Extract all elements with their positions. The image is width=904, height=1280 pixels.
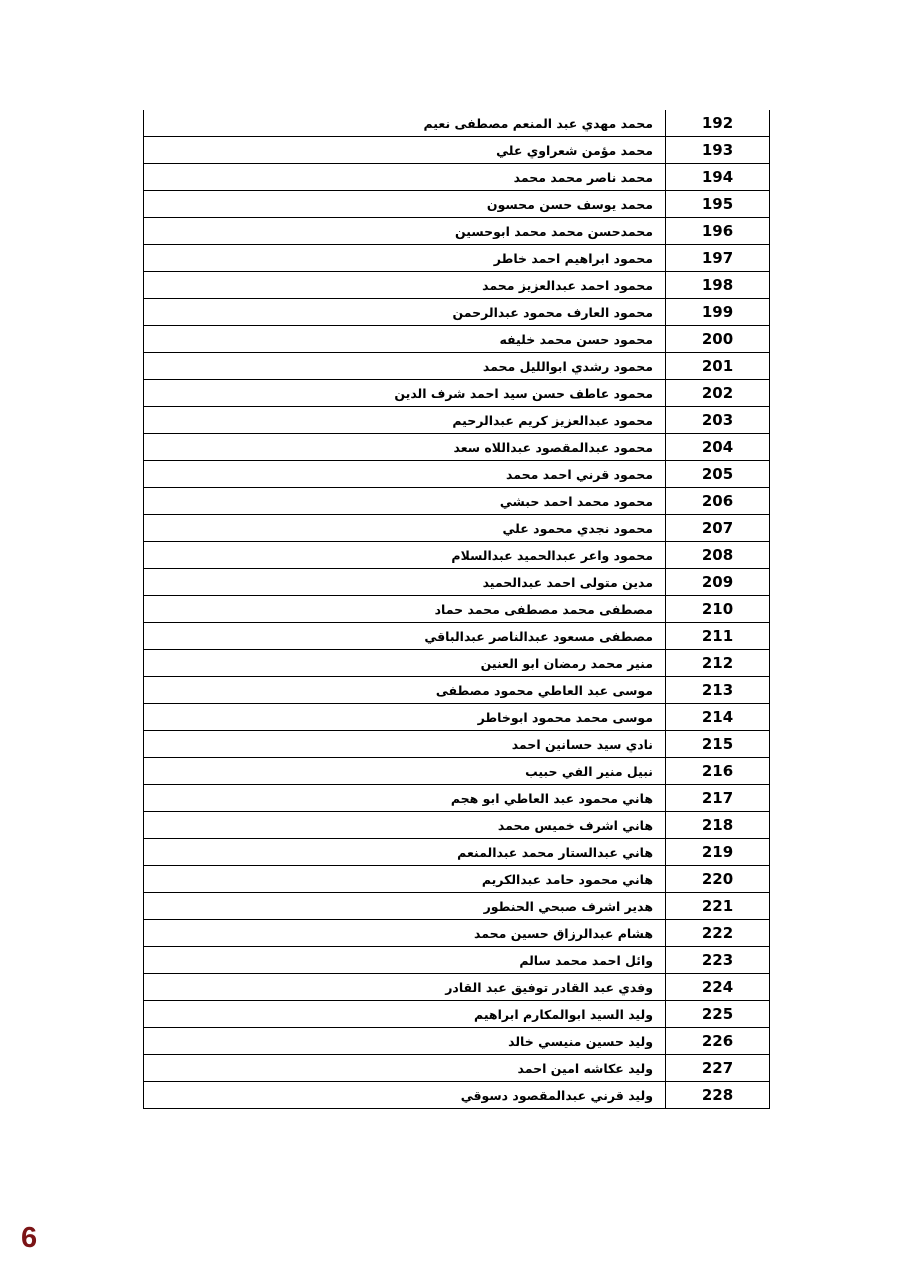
row-number: 210 xyxy=(666,596,770,623)
row-number: 193 xyxy=(666,137,770,164)
row-number: 220 xyxy=(666,866,770,893)
row-name: محمد مؤمن شعراوي علي xyxy=(144,137,666,164)
table-row xyxy=(144,299,770,326)
table-row xyxy=(144,407,770,434)
row-name: منير محمد رمضان ابو العنين xyxy=(144,650,666,677)
table-row xyxy=(144,785,770,812)
table-row xyxy=(144,920,770,947)
row-name: محمود نجدي محمود علي xyxy=(144,515,666,542)
row-name: هاني محمود عبد العاطي ابو هجم xyxy=(144,785,666,812)
table-row xyxy=(144,569,770,596)
table-row xyxy=(144,380,770,407)
row-name: محمود رشدي ابوالليل محمد xyxy=(144,353,666,380)
table-row xyxy=(144,245,770,272)
row-number: 209 xyxy=(666,569,770,596)
row-number: 211 xyxy=(666,623,770,650)
row-number: 213 xyxy=(666,677,770,704)
row-name: وليد عكاشه امين احمد xyxy=(144,1055,666,1082)
table-row xyxy=(144,434,770,461)
row-number: 216 xyxy=(666,758,770,785)
table-row xyxy=(144,596,770,623)
row-number: 217 xyxy=(666,785,770,812)
row-name: مدين متولى احمد عبدالحميد xyxy=(144,569,666,596)
row-number: 204 xyxy=(666,434,770,461)
row-number: 222 xyxy=(666,920,770,947)
table-row xyxy=(144,353,770,380)
row-name: محمود عبدالعزيز كريم عبدالرحيم xyxy=(144,407,666,434)
row-number: 199 xyxy=(666,299,770,326)
table-row xyxy=(144,488,770,515)
row-name: مصطفى محمد مصطفى محمد حماد xyxy=(144,596,666,623)
row-number: 207 xyxy=(666,515,770,542)
table-row xyxy=(144,839,770,866)
row-name: هدير اشرف صبحي الحنطور xyxy=(144,893,666,920)
row-name: وائل احمد محمد سالم xyxy=(144,947,666,974)
row-name: محمود قرني احمد محمد xyxy=(144,461,666,488)
table-row xyxy=(144,623,770,650)
table-row xyxy=(144,866,770,893)
row-number: 205 xyxy=(666,461,770,488)
row-number: 202 xyxy=(666,380,770,407)
table-row xyxy=(144,650,770,677)
row-number: 218 xyxy=(666,812,770,839)
row-name: محمود ابراهيم احمد خاطر xyxy=(144,245,666,272)
row-name: محمود واعر عبدالحميد عبدالسلام xyxy=(144,542,666,569)
row-name: نادي سيد حسانين احمد xyxy=(144,731,666,758)
table-row xyxy=(144,677,770,704)
row-number: 223 xyxy=(666,947,770,974)
table-row xyxy=(144,1001,770,1028)
row-name: هاني محمود حامد عبدالكريم xyxy=(144,866,666,893)
row-number: 219 xyxy=(666,839,770,866)
table-row xyxy=(144,191,770,218)
table-row xyxy=(144,1028,770,1055)
table-row xyxy=(144,515,770,542)
row-number: 224 xyxy=(666,974,770,1001)
row-number: 221 xyxy=(666,893,770,920)
row-number: 208 xyxy=(666,542,770,569)
names-table xyxy=(143,110,770,1109)
table-row xyxy=(144,272,770,299)
table-row xyxy=(144,137,770,164)
row-number: 192 xyxy=(666,110,770,137)
row-name: مصطفى مسعود عبدالناصر عبدالباقي xyxy=(144,623,666,650)
table-row xyxy=(144,164,770,191)
row-name: محمدحسن محمد محمد ابوحسين xyxy=(144,218,666,245)
row-name: محمد مهدي عبد المنعم مصطفى نعيم xyxy=(144,110,666,137)
row-number: 215 xyxy=(666,731,770,758)
table-row xyxy=(144,110,770,137)
table-row xyxy=(144,758,770,785)
table-row xyxy=(144,731,770,758)
row-number: 228 xyxy=(666,1082,770,1109)
row-name: محمود محمد احمد حبشي xyxy=(144,488,666,515)
row-number: 226 xyxy=(666,1028,770,1055)
table-row xyxy=(144,542,770,569)
row-name: وليد السيد ابوالمكارم ابراهيم xyxy=(144,1001,666,1028)
row-name: محمود حسن محمد خليفه xyxy=(144,326,666,353)
row-name: موسى محمد محمود ابوخاطر xyxy=(144,704,666,731)
row-name: محمود عاطف حسن سيد احمد شرف الدين xyxy=(144,380,666,407)
table-row xyxy=(144,326,770,353)
row-name: وفدي عبد القادر توفيق عبد القادر xyxy=(144,974,666,1001)
row-name: محمود احمد عبدالعزيز محمد xyxy=(144,272,666,299)
row-number: 212 xyxy=(666,650,770,677)
row-name: وليد قرني عبدالمقصود دسوقي xyxy=(144,1082,666,1109)
row-name: هشام عبدالرزاق حسين محمد xyxy=(144,920,666,947)
table-row xyxy=(144,947,770,974)
page-number: 6 xyxy=(21,1222,38,1254)
row-number: 198 xyxy=(666,272,770,299)
row-number: 201 xyxy=(666,353,770,380)
table-row xyxy=(144,1082,770,1109)
row-name: وليد حسين منيسي خالد xyxy=(144,1028,666,1055)
table-row xyxy=(144,1055,770,1082)
table-row xyxy=(144,893,770,920)
row-number: 195 xyxy=(666,191,770,218)
row-number: 197 xyxy=(666,245,770,272)
row-number: 225 xyxy=(666,1001,770,1028)
row-name: محمود العارف محمود عبدالرحمن xyxy=(144,299,666,326)
row-number: 200 xyxy=(666,326,770,353)
row-number: 203 xyxy=(666,407,770,434)
names-table-body xyxy=(144,110,770,1109)
row-number: 196 xyxy=(666,218,770,245)
row-name: موسى عبد العاطي محمود مصطفى xyxy=(144,677,666,704)
table-row xyxy=(144,704,770,731)
table-row xyxy=(144,218,770,245)
row-name: محمد ناصر محمد محمد xyxy=(144,164,666,191)
row-number: 214 xyxy=(666,704,770,731)
row-name: نبيل منير الفي حبيب xyxy=(144,758,666,785)
row-name: محمد يوسف حسن محسون xyxy=(144,191,666,218)
table-row xyxy=(144,812,770,839)
row-number: 227 xyxy=(666,1055,770,1082)
row-name: هاني اشرف خميس محمد xyxy=(144,812,666,839)
table-row xyxy=(144,461,770,488)
row-number: 206 xyxy=(666,488,770,515)
row-name: محمود عبدالمقصود عبداللاه سعد xyxy=(144,434,666,461)
table-row xyxy=(144,974,770,1001)
row-number: 194 xyxy=(666,164,770,191)
row-name: هاني عبدالستار محمد عبدالمنعم xyxy=(144,839,666,866)
